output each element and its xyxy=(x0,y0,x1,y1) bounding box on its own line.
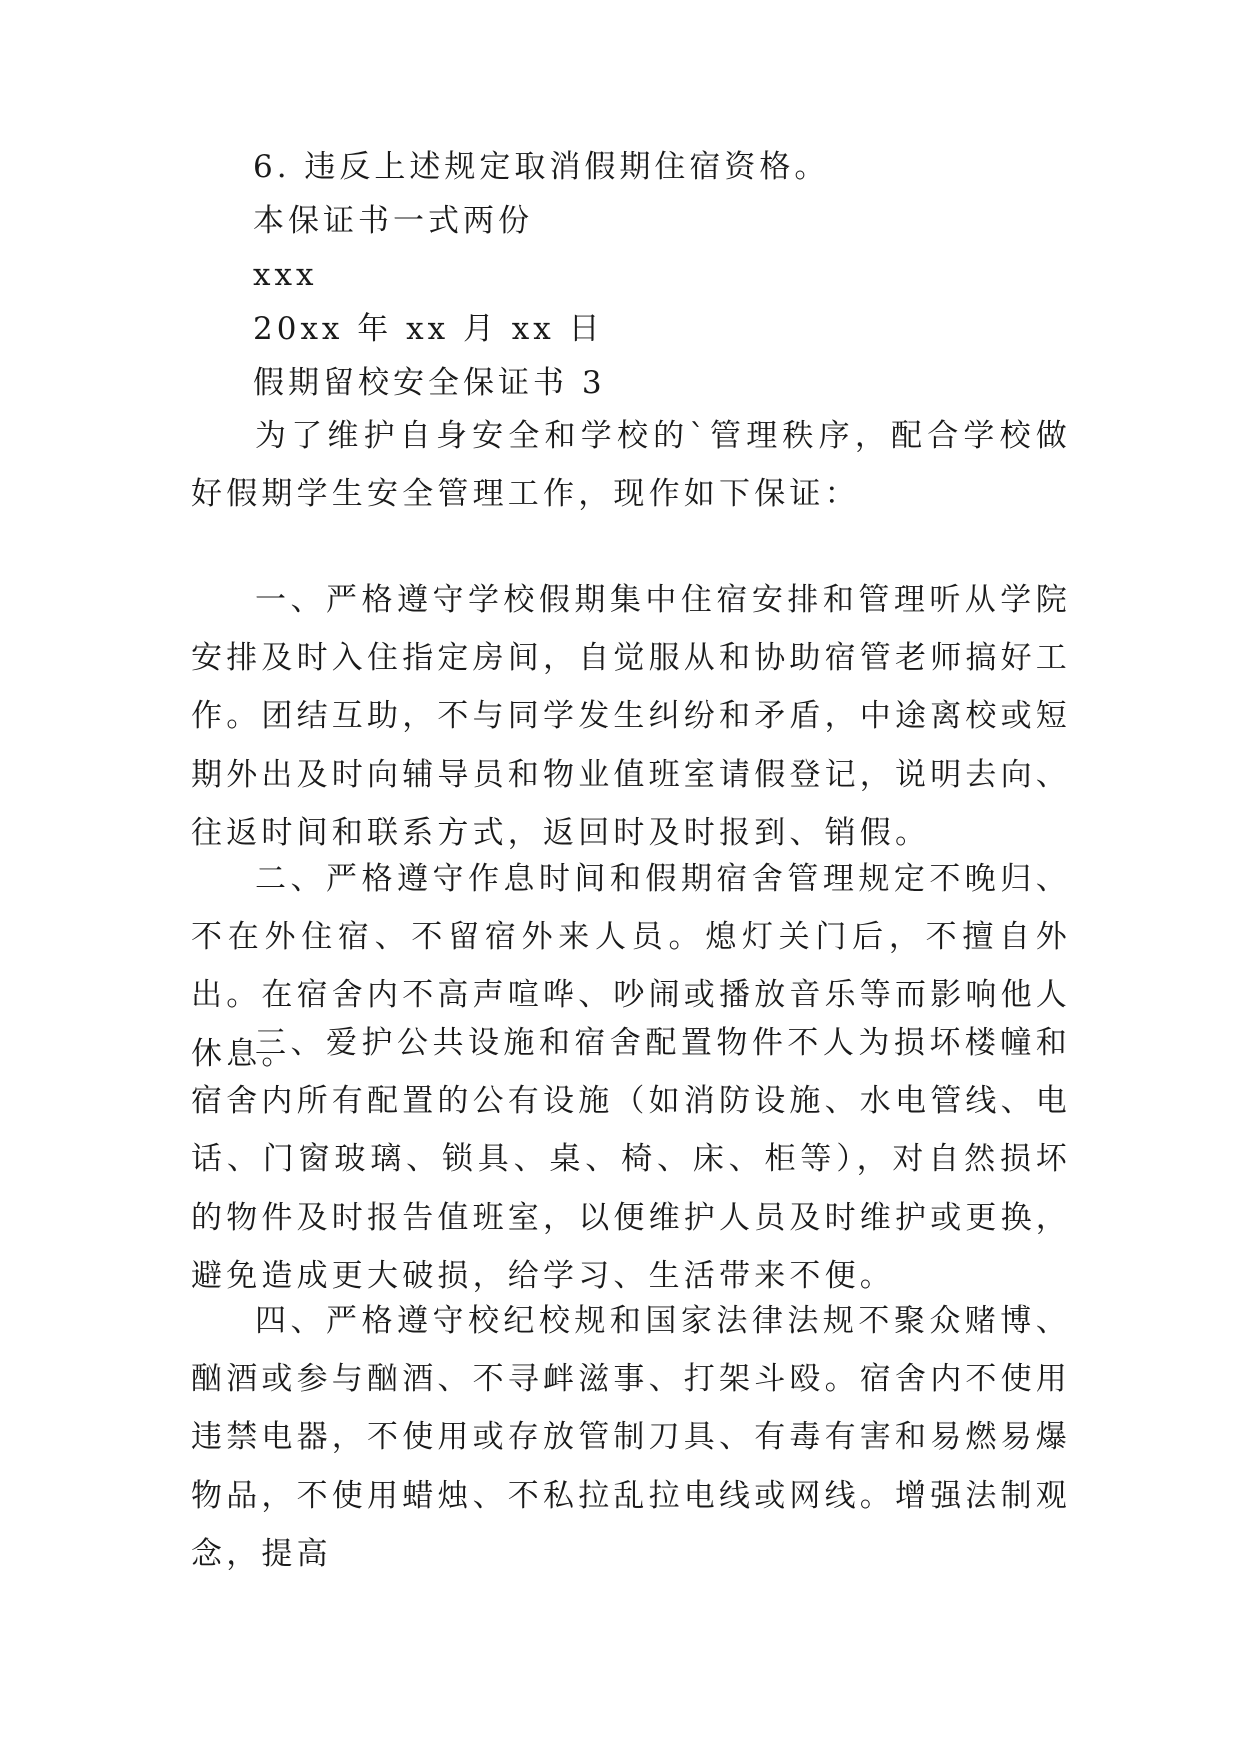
clause-2-paragraph: 二、严格遵守作息时间和假期宿舍管理规定不晚归、不在外住宿、不留宿外来人员。熄灯关门后，不擅自外出。在宿舍内不高声喧哗、吵闹或播放音乐等而影响他人休息。 xyxy=(191,861,1071,1072)
signature-date: 20xx 年 xx 月 xx 日 xyxy=(253,311,604,347)
signature-name: xxx xyxy=(253,257,318,293)
clause-4-paragraph: 四、严格遵守校纪校规和国家法律法规不聚众赌博、酗酒或参与酗酒、不寻衅滋事、打架斗殴。宿舍内不使用违禁电器，不使用或存放管制刀具、有毒有害和易燃易爆物品，不使用蜡烛、不私拉乱拉电线或网线。增强法制观念，提高 xyxy=(191,1303,1071,1572)
intro-paragraph: 为了维护自身安全和学校的`管理秩序，配合学校做好假期学生安全管理工作，现作如下保证： xyxy=(191,418,1071,513)
clause-1-paragraph: 一、严格遵守学校假期集中住宿安排和管理听从学院安排及时入住指定房间，自觉服从和协助宿管老师搞好工作。团结互助，不与同学发生纠纷和矛盾，中途离校或短期外出及时向辅导员和物业值班室请假登记，说明去向、往返时间和联系方式，返回时及时报到、销假。 xyxy=(191,582,1071,851)
clause-3-paragraph: 三、爱护公共设施和宿舍配置物件不人为损坏楼幢和宿舍内所有配置的公有设施（如消防设施、水电管线、电话、门窗玻璃、锁具、桌、椅、床、柜等），对自然损坏的物件及时报告值班室，以便维护人员及时维护或更换，避免造成更大破损，给学习、生活带来不便。 xyxy=(191,1025,1071,1294)
rule-item-6: 6. 违反上述规定取消假期住宿资格。 xyxy=(253,149,830,185)
copies-note: 本保证书一式两份 xyxy=(253,203,533,239)
section-title: 假期留校安全保证书 3 xyxy=(253,365,606,401)
